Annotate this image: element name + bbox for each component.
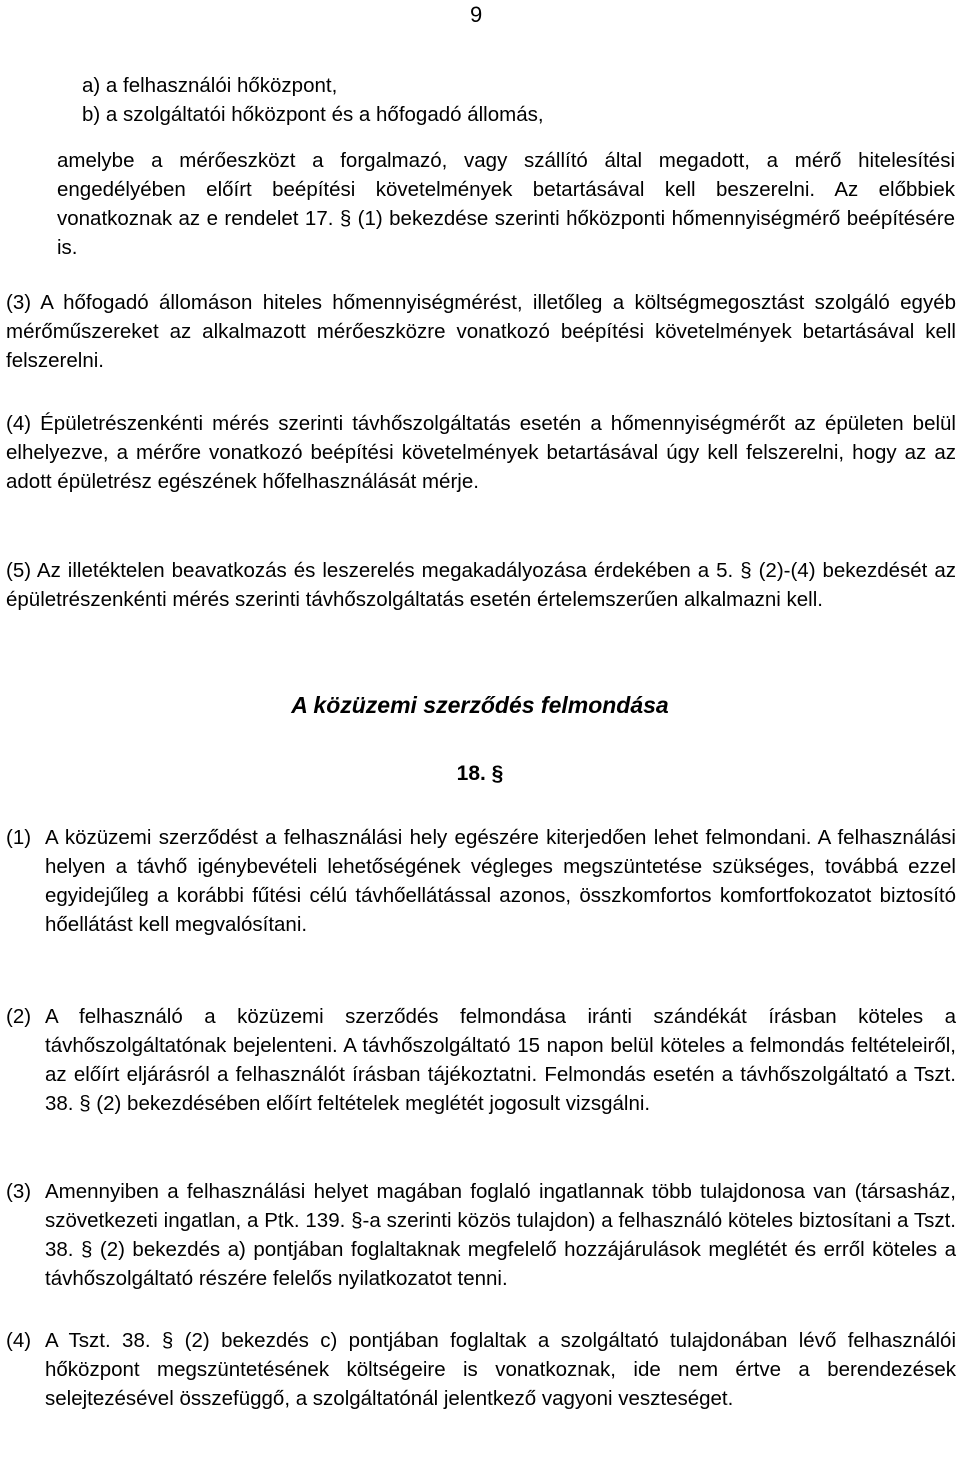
sub-paragraph-number: (2): [6, 1005, 32, 1028]
list-item-b: b) a szolgáltatói hőközpont és a hőfogadó állomás,: [82, 103, 544, 126]
sub-paragraph-1: [6, 823, 956, 939]
page-number: 9: [470, 2, 483, 27]
sub-paragraph-number: (4): [6, 1329, 32, 1352]
paragraph-4: (4) Épületrészenkénti mérés szerinti távhőszolgáltatás esetén a hőmennyiségmérőt az épületen belül elhelyezve, a mérőre vonatkozó beépítési követelmények betartásával úgy kell felszerelni, hogy az az adott épületrész egészének hőfelhasználását mérje.: [6, 412, 956, 493]
sub-paragraph-text: A felhasználó a közüzemi szerződés felmondása iránti szándékát írásban köteles a távhőszolgáltatónak bejelenteni. A távhőszolgáltató 15 napon belül köteles a felmondás feltételeiről, az előírt eljárásról a felhasználót írásban tájékoztatni. Felmondás esetén a távhőszolgáltató a Tszt. 38. § (2) bekezdésében előírt feltételek meglétét jogosult vizsgálni.: [45, 1005, 956, 1115]
sub-paragraph-number: (1): [6, 826, 32, 849]
sub-paragraph-3: [6, 1177, 956, 1293]
sub-paragraph-4: [6, 1326, 956, 1413]
sub-paragraph-number: (3): [6, 1180, 32, 1203]
sub-paragraph-text: A Tszt. 38. § (2) bekezdés c) pontjában foglaltak a szolgáltató tulajdonában lévő felhasználói hőközpont megszüntetésének költségeire is vonatkoznak, ide nem értve a berendezések selejtezésével összefüggő, a szolgáltatónál jelentkező vagyoni veszteséget.: [45, 1329, 956, 1410]
list-item-a: a) a felhasználói hőközpont,: [82, 74, 338, 97]
sub-paragraph-2: [6, 1002, 956, 1118]
intro-paragraph: amelybe a mérőeszközt a forgalmazó, vagy szállító által megadott, a mérő hitelesítési engedélyében előírt beépítési követelmények betartásával kell beszerelni. Az előbbiek vonatkoznak az e rendelet 17. § (1) bekezdése szerinti hőközponti hőmennyiségmérő beépítésére is.: [57, 149, 955, 259]
sub-paragraph-text: Amennyiben a felhasználási helyet magában foglaló ingatlannak több tulajdonosa van (társasház, szövetkezeti ingatlan, a Ptk. 139. §-a szerinti közös tulajdon) a felhasználó köteles biztosítani a Tszt. 38. § (2) bekezdés a) pontjában foglaltaknak megfelelő hozzájárulások meglétét és erről köteles a távhőszolgáltató részére felelős nyilatkozatot tenni.: [45, 1180, 956, 1290]
sub-paragraph-text: A közüzemi szerződést a felhasználási hely egészére kiterjedően lehet felmondani. A felhasználási helyen a távhő igénybevételi lehetőségének végleges megszüntetése szükséges, továbbá ezzel egyidejűleg a korábbi fűtési célú távhőellátással azonos, összkomfortos komfortfokozatot biztosító hőellátást kell megvalósítani.: [45, 826, 956, 936]
paragraph-5: (5) Az illetéktelen beavatkozás és leszerelés megakadályozása érdekében a 5. § (2)-(4) bekezdését az épületrészenkénti mérés szerinti távhőszolgáltatás esetén értelemszerűen alkalmazni kell.: [6, 559, 956, 611]
section-number: 18. §: [456, 762, 504, 785]
section-title: A közüzemi szerződés felmondása: [291, 692, 669, 718]
paragraph-3: (3) A hőfogadó állomáson hiteles hőmennyiségmérést, illetőleg a költségmegosztást szolgáló egyéb mérőműszereket az alkalmazott mérőeszközre vonatkozó beépítési követelmények betartásával kell felszerelni.: [6, 291, 956, 372]
